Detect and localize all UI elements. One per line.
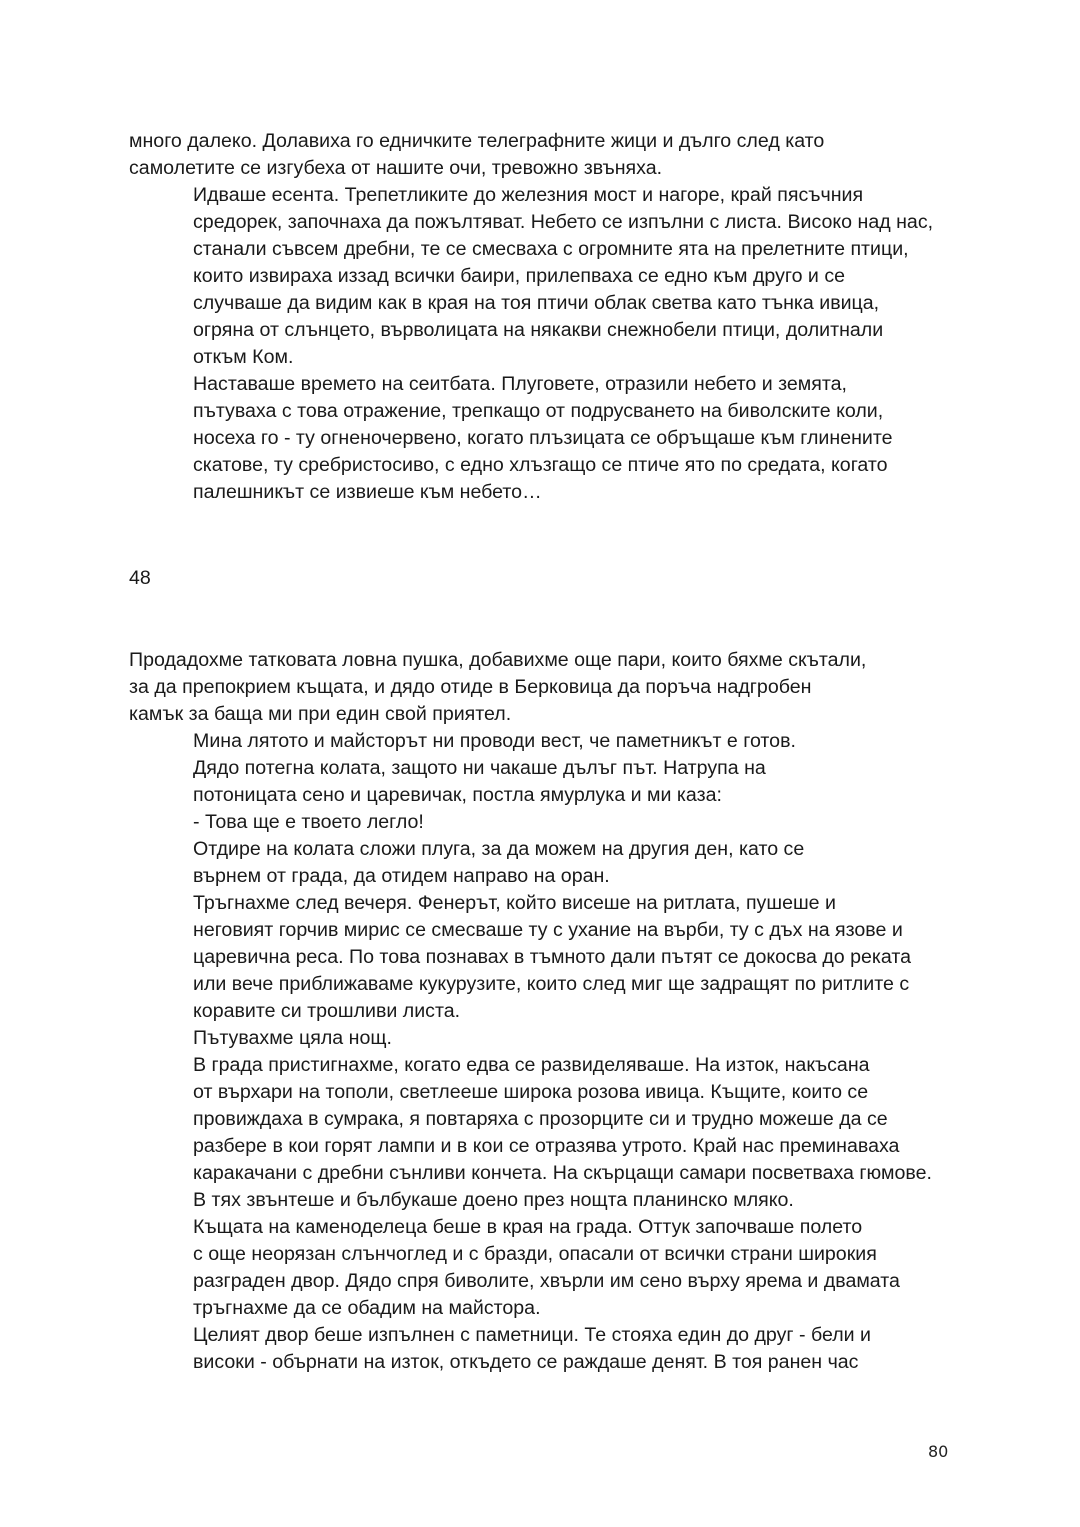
text-line: Тръгнахме след вечеря. Фенерът, който висеше на ритлата, пушеше и	[193, 892, 836, 914]
paragraph	[129, 1025, 959, 1052]
paragraph	[129, 1322, 959, 1376]
text-line: неговият горчив мирис се смесваше ту с ухание на върби, ту с дъх на язове и	[193, 919, 903, 941]
page-number: 80	[928, 1442, 949, 1461]
text-line: тръгнахме да се обадим на майстора.	[193, 1297, 541, 1319]
text-line: разграден двор. Дядо спря биволите, хвърли им сено върху ярема и двамата	[193, 1270, 900, 1292]
text-line: за да препокрием къщата, и дядо отиде в Берковица да поръча надгробен	[129, 676, 812, 698]
text-line: В града пристигнахме, когато едва се развиделяваше. На изток, накъсана	[193, 1054, 870, 1076]
text-line: В тях звънтеше и бълбукаше доено през нощта планинско мляко.	[193, 1189, 794, 1211]
paragraph	[129, 836, 959, 890]
paragraph	[129, 755, 959, 809]
paragraph	[129, 1214, 959, 1322]
text-line: самолетите се изгубеха от нашите очи, тревожно звъняха.	[129, 157, 663, 179]
text-line: Къщата на каменоделеца беше в края на града. Оттук започваше полето	[193, 1216, 863, 1238]
text-line: - Това ще е твоето легло!	[193, 811, 424, 833]
chapter-number: 48	[129, 567, 151, 589]
text-line: огряна от слънцето, върволицата на някакви снежнобели птици, долитнали	[193, 319, 884, 341]
text-line: или вече приближаваме кукурузите, които след миг ще задращят по ритлите с	[193, 973, 910, 995]
text-line: с още неорязан слънчоглед и с бразди, опасали от всички страни широкия	[193, 1243, 877, 1265]
text-line: откъм Ком.	[193, 346, 294, 368]
text-line: камък за баща ми при един свой приятел.	[129, 703, 512, 725]
text-line: каракачани с дребни сънливи кончета. На скърцащи самари посветваха гюмове.	[193, 1162, 932, 1184]
text-line: палешникът се извиеше към небето…	[193, 481, 542, 503]
text-line: царевична реса. По това познавах в тъмното дали пътят се докосва до реката	[193, 946, 912, 968]
text-section-bottom	[129, 647, 959, 1376]
paragraph	[129, 182, 959, 371]
text-line: Мина лятото и майсторът ни проводи вест, че паметникът е готов.	[193, 730, 796, 752]
paragraph	[129, 371, 959, 506]
text-line: Продадохме татковата ловна пушка, добавихме още пари, които бяхме скътали,	[129, 649, 867, 671]
paragraph	[129, 128, 959, 182]
text-line: Дядо потегна колата, защото ни чакаше дълъг път. Натрупа на	[193, 757, 766, 779]
text-line: станали съвсем дребни, те се смесваха с огромните ята на прелетните птици,	[193, 238, 909, 260]
text-line: Отдире на колата сложи плуга, за да можем на другия ден, като се	[193, 838, 805, 860]
text-line: разбере в кои горят лампи и в кои се отразява утрото. Край нас преминаваха	[193, 1135, 900, 1157]
text-line: пътуваха с това отражение, трепкащо от подрусването на биволските коли,	[193, 400, 884, 422]
text-line: потоницата сено и царевичак, постла ямурлука и ми каза:	[193, 784, 722, 806]
paragraph	[129, 647, 959, 728]
text-line: скатове, ту сребристосиво, с едно хлъзгащо се птиче ято по средата, когато	[193, 454, 888, 476]
text-line: Идваше есента. Трепетликите до железния мост и нагоре, край пясъчния	[193, 184, 864, 206]
paragraph	[129, 728, 959, 755]
text-line: които извираха иззад всички баири, прилепваха се едно към друго и се	[193, 265, 846, 287]
paragraph	[129, 1052, 959, 1214]
text-line: Пътувахме цяла нощ.	[193, 1027, 392, 1049]
text-line: върнем от града, да отидем направо на оран.	[193, 865, 610, 887]
text-section-top	[129, 128, 959, 506]
text-line: Наставаше времето на сеитбата. Плуговете, отразили небето и земята,	[193, 373, 847, 395]
paragraph	[129, 890, 959, 1025]
text-line: носеха го - ту огненочервено, когато плъзицата се обръщаше към глинените	[193, 427, 893, 449]
text-line: от върхари на тополи, светлееше широка розова ивица. Къщите, които се	[193, 1081, 869, 1103]
text-line: случваше да видим как в края на тоя птичи облак светва като тънка ивица,	[193, 292, 880, 314]
paragraph	[129, 809, 959, 836]
text-line: коравите си трошливи листа.	[193, 1000, 461, 1022]
text-line: провиждаха в сумрака, я повтаряха с прозорците си и трудно можеше да се	[193, 1108, 888, 1130]
text-line: средорек, започнаха да пожълтяват. Небето се изпълни с листа. Високо над нас,	[193, 211, 934, 233]
text-line: високи - обърнати на изток, откъдето се раждаше денят. В тоя ранен час	[193, 1351, 859, 1373]
text-line: Целият двор беше изпълнен с паметници. Те стояха един до друг - бели и	[193, 1324, 871, 1346]
text-line: много далеко. Долавиха го едничките телеграфните жици и дълго след като	[129, 130, 825, 152]
